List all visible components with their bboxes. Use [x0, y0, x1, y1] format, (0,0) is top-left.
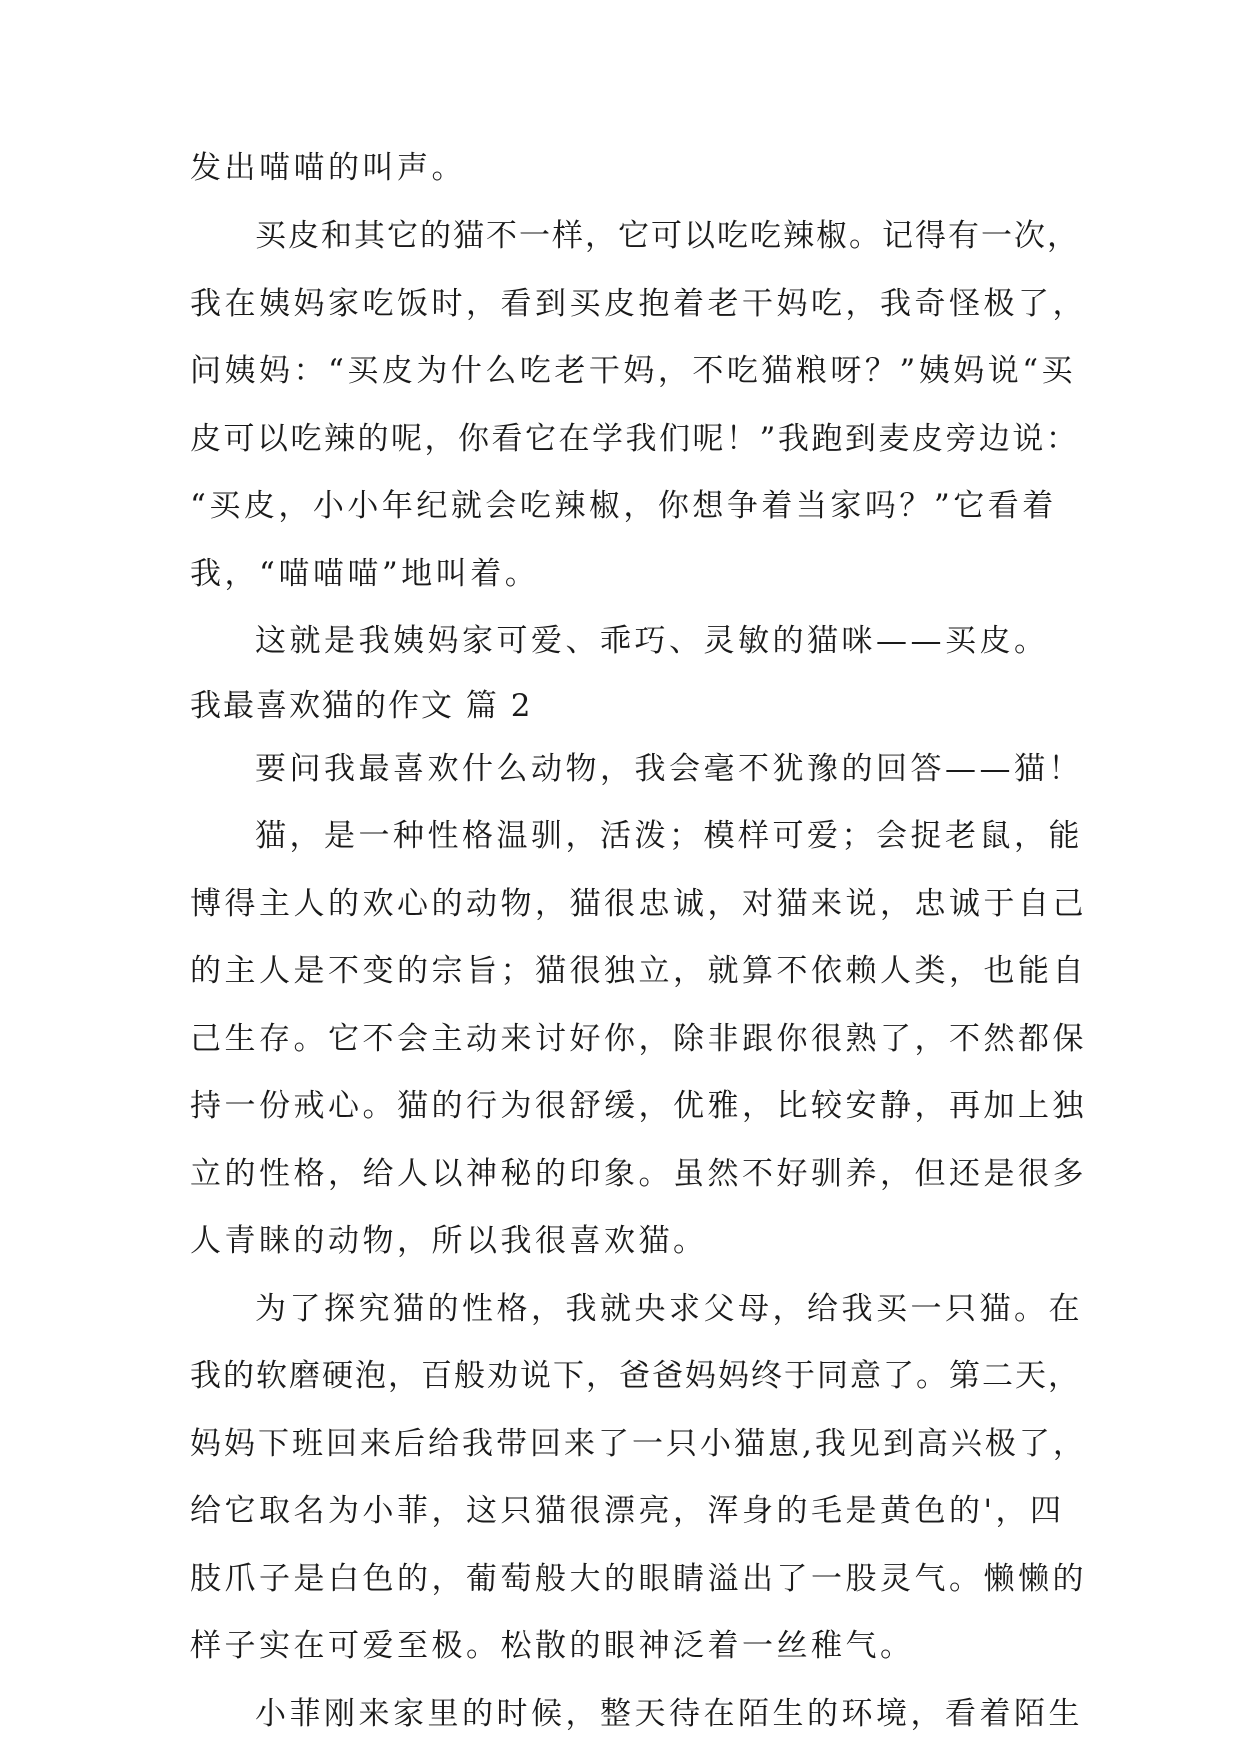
text-line: 己生存。它不会主动来讨好你，除非跟你很熟了，不然都保 [190, 1021, 1087, 1057]
section-heading: 我最喜欢猫的作文 篇 2 [190, 688, 533, 724]
text-line: 皮可以吃辣的呢，你看它在学我们呢！”我跑到麦皮旁边说： [190, 421, 1080, 457]
text-line: 妈妈下班回来后给我带回来了一只小猫崽,我见到高兴极了， [190, 1426, 1087, 1462]
text-line: 我在姨妈家吃饭时，看到买皮抱着老干妈吃，我奇怪极了， [190, 286, 1087, 322]
text-line: 给它取名为小菲，这只猫很漂亮，浑身的毛是黄色的'，四 [190, 1493, 1065, 1529]
text-line: 的主人是不变的宗旨；猫很独立，就算不依赖人类，也能自 [190, 953, 1087, 989]
text-line: 猫，是一种性格温驯，活泼；模样可爱；会捉老鼠，能 [255, 818, 1083, 854]
text-line: 我的软磨硬泡，百般劝说下，爸爸妈妈终于同意了。第二天， [190, 1358, 1081, 1394]
text-line: 持一份戒心。猫的行为很舒缓，优雅，比较安静，再加上独 [190, 1088, 1087, 1124]
text-line: 这就是我姨妈家可爱、乖巧、灵敏的猫咪——买皮。 [255, 623, 1049, 659]
text-line: 肢爪子是白色的，葡萄般大的眼睛溢出了一股灵气。懒懒的 [190, 1561, 1087, 1597]
text-line: 人青睐的动物，所以我很喜欢猫。 [190, 1223, 708, 1259]
text-line: 买皮和其它的猫不一样，它可以吃吃辣椒。记得有一次， [255, 218, 1080, 254]
text-line: 为了探究猫的性格，我就央求父母，给我买一只猫。在 [255, 1291, 1083, 1327]
text-line: 立的性格，给人以神秘的印象。虽然不好驯养，但还是很多 [190, 1156, 1087, 1192]
text-line: 问姨妈：“买皮为什么吃老干妈，不吃猫粮呀？”姨妈说“买 [190, 353, 1077, 389]
text-line: 小菲刚来家里的时候，整天待在陌生的环境，看着陌生 [255, 1696, 1083, 1732]
text-line: 我，“喵喵喵”地叫着。 [190, 556, 540, 592]
text-line: 发出喵喵的叫声。 [190, 150, 466, 186]
text-line: 要问我最喜欢什么动物，我会毫不犹豫的回答——猫！ [255, 751, 1083, 787]
text-line: “买皮，小小年纪就会吃辣椒，你想争着当家吗？”它看着 [190, 488, 1057, 524]
text-line: 样子实在可爱至极。松散的眼神泛着一丝稚气。 [190, 1628, 915, 1664]
text-line: 博得主人的欢心的动物，猫很忠诚，对猫来说，忠诚于自己 [190, 886, 1087, 922]
